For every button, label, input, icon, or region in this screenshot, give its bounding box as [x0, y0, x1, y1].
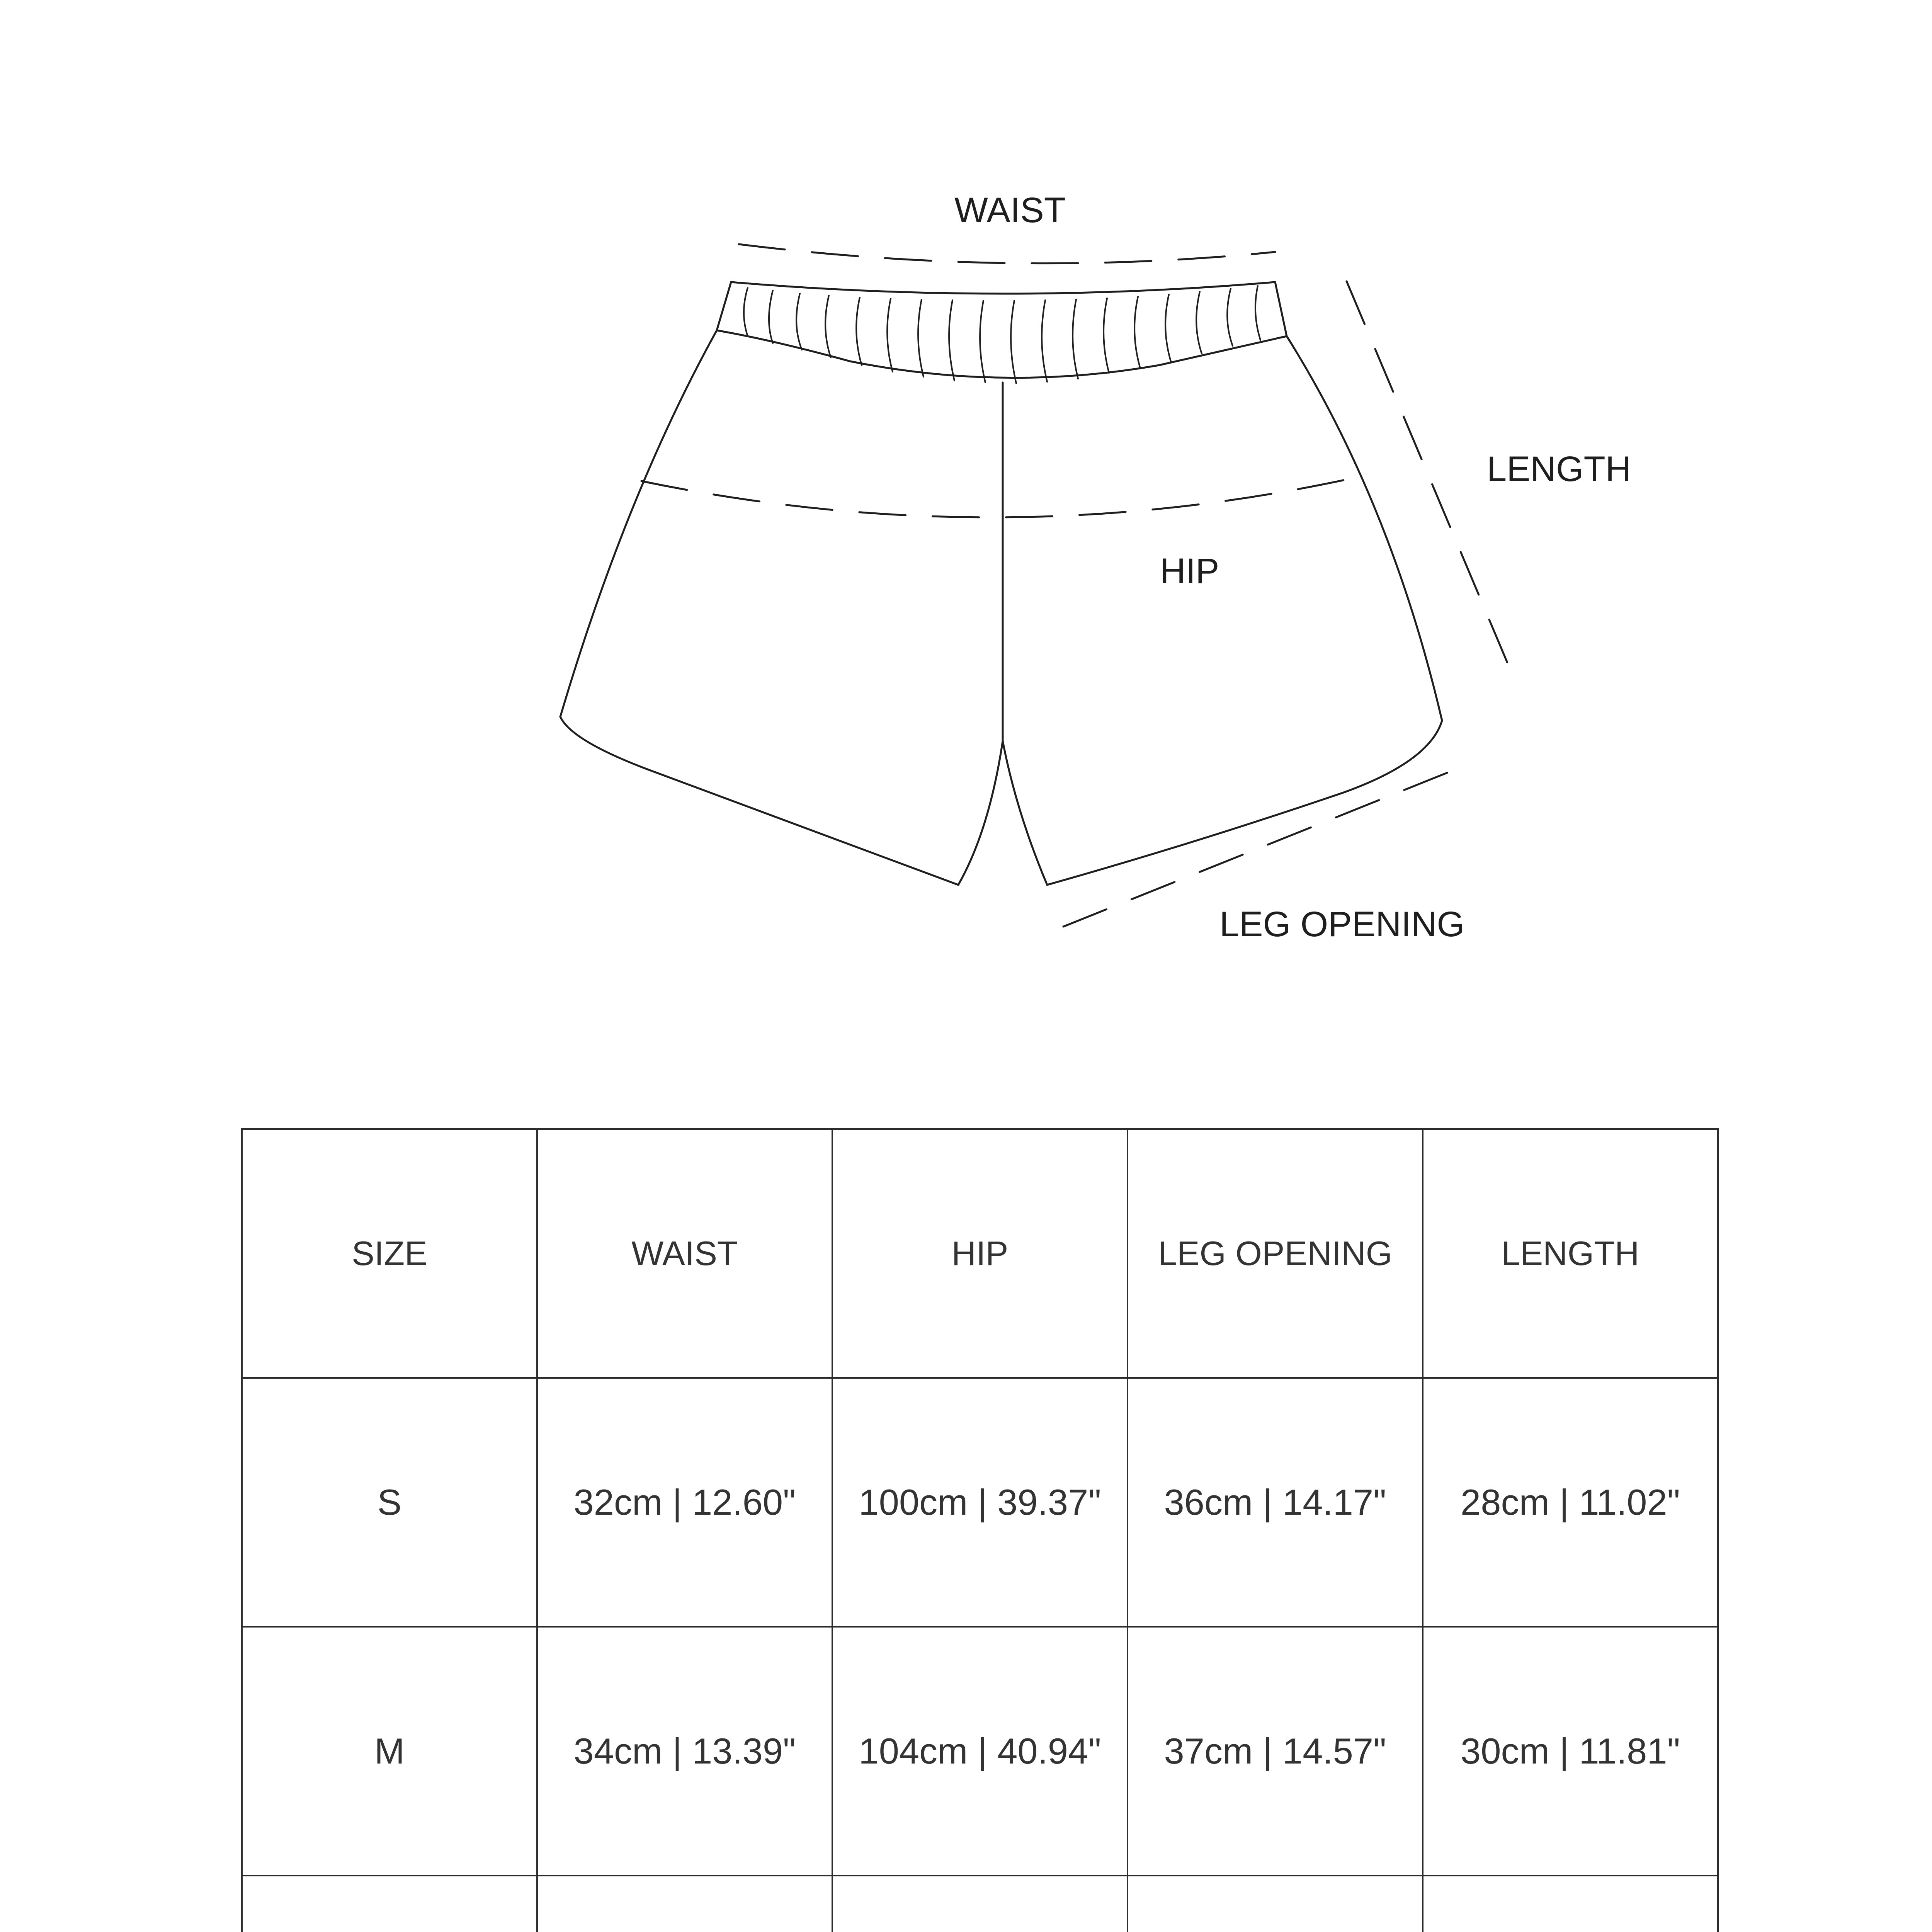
waist-cell: 32cm | 12.60": [537, 1378, 832, 1627]
header-leg-opening: LEG OPENING: [1128, 1129, 1423, 1378]
header-waist: WAIST: [537, 1129, 832, 1378]
size-cell: S: [242, 1378, 537, 1627]
hip-cell: 104cm | 40.94": [832, 1627, 1128, 1876]
size-cell: M: [242, 1627, 537, 1876]
table-row: [242, 1876, 1718, 1932]
length-cell: 30cm | 11.81": [1423, 1627, 1718, 1876]
hip-label: HIP: [1160, 551, 1219, 591]
size-chart-table: [241, 1128, 1719, 1932]
waist-measure-line: [739, 244, 1275, 264]
right-side: [1287, 336, 1442, 721]
table-row: [242, 1378, 1718, 1627]
leg-opening-measure-line: [1063, 769, 1457, 927]
hip-cell: [832, 1876, 1128, 1932]
waist-cell: [537, 1876, 832, 1932]
leg-opening-label: LEG OPENING: [1219, 905, 1464, 944]
hip-cell: 100cm | 39.37": [832, 1378, 1128, 1627]
length-label: LENGTH: [1487, 449, 1631, 489]
leg-opening-cell: 36cm | 14.17": [1128, 1378, 1423, 1627]
waist-label: WAIST: [954, 190, 1066, 230]
size-cell: [242, 1876, 537, 1932]
length-cell: 28cm | 11.02": [1423, 1378, 1718, 1627]
left-side: [560, 330, 717, 717]
header-size: SIZE: [242, 1129, 537, 1378]
waistband-top: [731, 282, 1275, 294]
table-header-row: [242, 1129, 1718, 1378]
header-hip: HIP: [832, 1129, 1128, 1378]
leg-opening-cell: 37cm | 14.57": [1128, 1627, 1423, 1876]
left-hem: [560, 717, 958, 885]
length-cell: [1423, 1876, 1718, 1932]
header-length: LENGTH: [1423, 1129, 1718, 1378]
waist-cell: 34cm | 13.39": [537, 1627, 832, 1876]
table-row: [242, 1627, 1718, 1876]
leg-opening-cell: [1128, 1876, 1423, 1932]
right-hem: [1047, 721, 1442, 885]
